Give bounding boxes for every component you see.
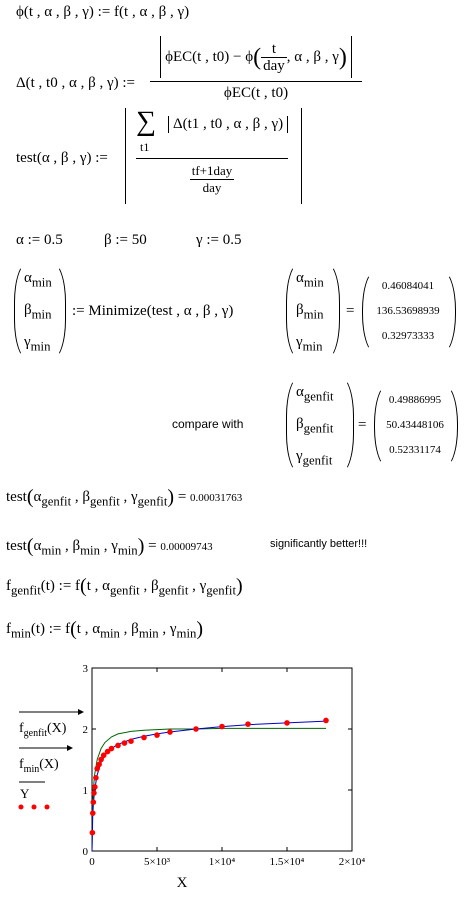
test-denominator — [136, 158, 288, 196]
min-vector-lhs[interactable] — [14, 262, 64, 358]
beta-genfit-value: 50.43448106 — [386, 419, 444, 431]
alpha-min-value: 0.46084041 — [381, 280, 435, 292]
test-den-day: day — [190, 179, 235, 196]
legend-fmin: $f_{min}(X)$ — [19, 757, 59, 775]
beta-genfit: $\beta_{genfit}$ — [296, 416, 334, 436]
series-line-f-genfit-x — [92, 728, 326, 851]
delta-abs-numerator: ϕEC(t , t0) − ϕ( $\frac{t}{\text{day}}$ , α , β , γ) — [160, 36, 352, 78]
legend-y-dot-3 — [45, 805, 50, 810]
data-point-y — [122, 740, 128, 746]
beta-min-value: 136.53698939 — [376, 305, 440, 317]
beta-min-eval: $\beta_{min}$ — [296, 302, 324, 322]
fgenfit-definition[interactable]: $f_{genfit}(t)$ := f(t , $\alpha_{genfit}$ , $\beta_{genfit}$ , $\gamma_{genfit}$) — [6, 575, 243, 598]
data-point-y — [109, 746, 115, 752]
legend-arrowhead-1 — [78, 709, 84, 715]
xy-plot[interactable] — [0, 660, 472, 903]
data-point-y — [93, 775, 99, 781]
legend-fgenfit: $f_{genfit}(X)$ — [19, 721, 67, 739]
beta-init-text: β := 50 — [104, 232, 147, 248]
test-min-expr[interactable]: $test(\alpha_{min}$ , $\beta_{min}$ , $\gamma_{min}) = 0.00009743$ — [6, 535, 213, 558]
beta-init[interactable] — [104, 232, 147, 249]
delta-num-day: day — [263, 58, 285, 75]
legend-arrowhead-2 — [67, 745, 73, 751]
delta-num-rest: , α , β , γ — [286, 49, 339, 65]
data-point-y — [128, 738, 134, 744]
data-point-y — [323, 718, 329, 724]
gamma-genfit: $\gamma_{genfit}$ — [296, 448, 333, 468]
legend-y: Y — [20, 786, 30, 801]
compare-label: compare with — [172, 417, 244, 431]
alpha-init[interactable] — [16, 232, 63, 249]
min-result-vector — [362, 270, 454, 352]
data-point-y — [91, 790, 97, 796]
genfit-vector-lhs[interactable] — [286, 376, 352, 472]
data-point-y — [115, 743, 121, 749]
data-point-y — [141, 735, 147, 741]
delta-lhs[interactable]: Δ(t , t0 , α , β , γ) := — [16, 75, 135, 91]
sum-body: Δ(t1 , t0 , α , β , γ) — [168, 116, 288, 133]
sum-index: t1 — [140, 140, 150, 154]
delta-num-t: t — [271, 41, 277, 58]
alpha-min: $\alpha_{min}$ — [24, 270, 52, 290]
x-tick-label: 5×10³ — [143, 856, 171, 868]
alpha-genfit-value: 0.49886995 — [388, 394, 442, 406]
gamma-init-text: γ := 0.5 — [196, 232, 242, 248]
data-point-y — [91, 799, 97, 805]
data-point-y — [219, 724, 225, 730]
plot-frame — [92, 668, 352, 851]
delta-num-left: ϕEC(t , t0) − ϕ — [165, 49, 254, 65]
fmin-definition[interactable]: $f_{min}(t)$ := f(t , $\alpha_{min}$ , $\beta_{min}$ , $\gamma_{min}$) — [6, 618, 204, 641]
minimize-call[interactable]: := Minimize(test , α , β , γ) — [72, 303, 234, 319]
gamma-min: $\gamma_{min}$ — [24, 334, 51, 354]
test-den-num: tf+1day — [191, 163, 233, 178]
test-genfit-expr[interactable]: $test(\alpha_{genfit}$ , $\beta_{genfit}$ , $\gamma_{genfit}) = 0.00031763$ — [6, 486, 243, 509]
plot-svg — [0, 660, 472, 903]
y-tick-label: 1 — [82, 785, 88, 797]
x-tick-label: 0 — [89, 856, 95, 868]
alpha-init-text: α := 0.5 — [16, 232, 63, 248]
legend-y-dot-1 — [19, 805, 24, 810]
data-point-y — [90, 830, 96, 836]
plot-legend — [19, 709, 85, 810]
beta-min: $\beta_{min}$ — [24, 302, 52, 322]
x-tick-label: 1.5×10⁴ — [269, 856, 305, 868]
delta-denominator: ϕEC(t , t0) — [150, 81, 362, 102]
gamma-init[interactable] — [196, 232, 242, 249]
data-point-y — [245, 721, 251, 727]
data-point-y — [284, 720, 290, 726]
sum-symbol: ∑ — [136, 106, 156, 137]
test-lhs[interactable]: test(α , β , γ) := — [16, 150, 108, 166]
series-line-f-min-x — [92, 721, 326, 851]
min-equals: = — [346, 303, 355, 319]
significance-note: significantly better!!! — [270, 538, 368, 550]
x-tick-label: 1×10⁴ — [208, 856, 236, 868]
x-axis-label: X — [176, 875, 188, 891]
gamma-genfit-value: 0.52331174 — [389, 444, 441, 456]
delta-fraction[interactable] — [150, 36, 362, 102]
data-point-y — [90, 810, 96, 816]
gamma-min-eval: $\gamma_{min}$ — [296, 334, 323, 354]
alpha-genfit: $\alpha_{genfit}$ — [296, 384, 334, 404]
data-point-y — [96, 762, 102, 768]
alpha-min-eval: $\alpha_{min}$ — [296, 270, 324, 290]
data-point-y — [167, 729, 173, 735]
data-point-y — [154, 732, 160, 738]
phi-definition[interactable]: ϕ(t , α , β , γ) := f(t , α , β , γ) — [16, 4, 190, 20]
y-tick-label: 2 — [82, 724, 88, 736]
test-genfit-value: 0.00031763 — [190, 492, 243, 504]
gamma-min-value: 0.32973333 — [381, 330, 435, 342]
min-result-lhs[interactable] — [286, 262, 338, 358]
data-point-y — [92, 784, 98, 790]
test-fraction[interactable] — [132, 108, 292, 196]
genfit-result-vector — [374, 384, 456, 466]
y-tick-label: 3 — [82, 663, 88, 675]
legend-y-dot-2 — [32, 805, 37, 810]
test-min-value: 0.00009743 — [160, 541, 213, 553]
data-point-y — [193, 726, 199, 732]
x-tick-label: 2×10⁴ — [338, 856, 366, 868]
y-tick-label: 0 — [82, 846, 88, 858]
genfit-equals: = — [358, 417, 367, 433]
